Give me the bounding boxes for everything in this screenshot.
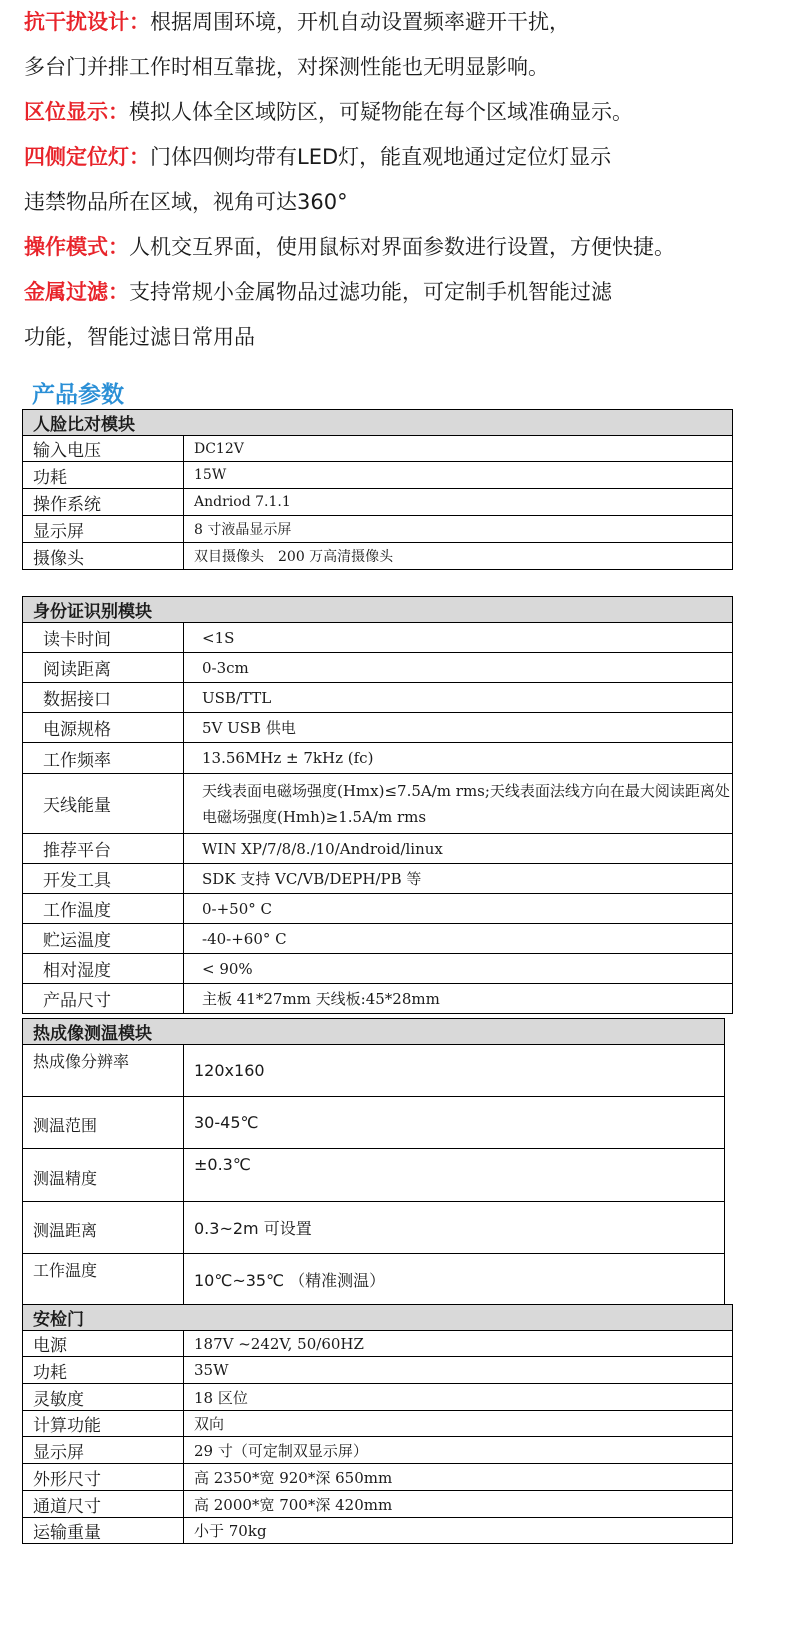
row-key: 工作频率 [23, 743, 184, 774]
row-key: 工作温度 [23, 894, 184, 924]
row-key: 工作温度 [23, 1254, 184, 1306]
table-title: 安检门 [23, 1305, 733, 1331]
table-row [23, 623, 733, 653]
row-value: 天线表面电磁场强度(Hmx)≤7.5A/m rms;天线表面法线方向在最大阅读距离处电磁场强度(Hmh)≥1.5A/m rms [184, 774, 733, 834]
row-value: < 90% [184, 954, 733, 984]
row-value: 120x160 [184, 1045, 725, 1097]
row-value: 8 寸液晶显示屏 [184, 516, 733, 543]
table-row [23, 984, 733, 1014]
table-row [23, 543, 733, 570]
feature-list [24, 0, 784, 360]
feature-label: 区位显示： [24, 100, 129, 124]
table-row [23, 516, 733, 543]
table-row [23, 1045, 725, 1097]
table-row [23, 894, 733, 924]
row-key: 贮运温度 [23, 924, 184, 954]
table-row [23, 462, 733, 489]
row-key: 阅读距离 [23, 653, 184, 683]
row-key: 显示屏 [23, 516, 184, 543]
table-row [23, 774, 733, 834]
row-value: 高 2000*宽 700*深 420mm [184, 1491, 733, 1518]
feature-zone-display [24, 90, 784, 135]
row-key: 摄像头 [23, 543, 184, 570]
id-card-module-table [22, 596, 733, 1014]
table-row [23, 489, 733, 516]
row-value: -40-+60° C [184, 924, 733, 954]
row-value: 0-+50° C [184, 894, 733, 924]
row-key: 计算功能 [23, 1411, 184, 1437]
row-value: 35W [184, 1357, 733, 1384]
table-title: 身份证识别模块 [23, 597, 733, 623]
table-row [23, 743, 733, 774]
row-key: 电源 [23, 1331, 184, 1357]
face-module-table [22, 409, 733, 570]
row-key: 产品尺寸 [23, 984, 184, 1014]
row-key: 开发工具 [23, 864, 184, 894]
row-key: 测温距离 [23, 1202, 184, 1254]
row-key: 功耗 [23, 462, 184, 489]
row-key: 运输重量 [23, 1518, 184, 1544]
row-value: 0.3~2m 可设置 [184, 1202, 725, 1254]
security-gate-table [22, 1304, 733, 1544]
table-row [23, 683, 733, 713]
table-row [23, 1097, 725, 1149]
feature-locator-lights [24, 135, 784, 180]
feature-label: 四侧定位灯： [24, 145, 150, 169]
feature-metal-filter-cont [24, 315, 784, 360]
table-title: 热成像测温模块 [23, 1019, 725, 1045]
row-value: Andriod 7.1.1 [184, 489, 733, 516]
feature-text: 支持常规小金属物品过滤功能，可定制手机智能过滤 [129, 280, 612, 304]
feature-text: 功能，智能过滤日常用品 [24, 325, 255, 349]
feature-metal-filter [24, 270, 784, 315]
row-value: 高 2350*宽 920*深 650mm [184, 1464, 733, 1491]
row-value: ±0.3℃ [184, 1149, 725, 1202]
table-row [23, 1437, 733, 1464]
table-row [23, 653, 733, 683]
section-title: 产品参数 [32, 382, 124, 408]
feature-label: 金属过滤： [24, 280, 129, 304]
table-row [23, 1411, 733, 1437]
row-key: 热成像分辨率 [23, 1045, 184, 1097]
row-key: 天线能量 [23, 774, 184, 834]
row-value: 29 寸（可定制双显示屏） [184, 1437, 733, 1464]
table-row [23, 1464, 733, 1491]
row-value: 18 区位 [184, 1384, 733, 1411]
row-value: 0-3cm [184, 653, 733, 683]
feature-text: 模拟人体全区域防区，可疑物能在每个区域准确显示。 [129, 100, 633, 124]
feature-text: 根据周围环境，开机自动设置频率避开干扰， [150, 10, 570, 34]
row-key: 电源规格 [23, 713, 184, 743]
table-row [23, 1149, 725, 1202]
row-value: DC12V [184, 436, 733, 462]
row-key: 灵敏度 [23, 1384, 184, 1411]
feature-text: 门体四侧均带有LED灯，能直观地通过定位灯显示 [150, 145, 612, 169]
feature-locator-lights-cont [24, 180, 784, 225]
table-row [23, 1331, 733, 1357]
row-key: 通道尺寸 [23, 1491, 184, 1518]
row-value: 187V ~242V, 50/60HZ [184, 1331, 733, 1357]
row-value: SDK 支持 VC/VB/DEPH/PB 等 [184, 864, 733, 894]
table-row [23, 954, 733, 984]
row-key: 测温精度 [23, 1149, 184, 1202]
table-title: 人脸比对模块 [23, 410, 733, 436]
row-value: 双向 [184, 1411, 733, 1437]
table-row [23, 1491, 733, 1518]
table-row [23, 1254, 725, 1306]
row-value: 小于 70kg [184, 1518, 733, 1544]
row-key: 推荐平台 [23, 834, 184, 864]
table-row [23, 1357, 733, 1384]
row-value: 5V USB 供电 [184, 713, 733, 743]
row-value: 主板 41*27mm 天线板:45*28mm [184, 984, 733, 1014]
row-value: 双目摄像头 200 万高清摄像头 [184, 543, 733, 570]
feature-text: 违禁物品所在区域，视角可达360° [24, 190, 348, 214]
feature-anti-interference [24, 0, 784, 45]
row-value: 30-45℃ [184, 1097, 725, 1149]
table-row [23, 1518, 733, 1544]
table-row [23, 1384, 733, 1411]
feature-text: 人机交互界面，使用鼠标对界面参数进行设置，方便快捷。 [129, 235, 675, 259]
feature-label: 操作模式： [24, 235, 129, 259]
row-key: 操作系统 [23, 489, 184, 516]
table-row [23, 834, 733, 864]
feature-text: 多台门并排工作时相互靠拢，对探测性能也无明显影响。 [24, 55, 549, 79]
table-row [23, 713, 733, 743]
row-key: 显示屏 [23, 1437, 184, 1464]
row-value: USB/TTL [184, 683, 733, 713]
table-row [23, 924, 733, 954]
table-row [23, 436, 733, 462]
row-value: WIN XP/7/8/8./10/Android/linux [184, 834, 733, 864]
row-key: 外形尺寸 [23, 1464, 184, 1491]
row-value: <1S [184, 623, 733, 653]
row-value: 15W [184, 462, 733, 489]
row-value: 13.56MHz ± 7kHz (fc) [184, 743, 733, 774]
feature-anti-interference-cont [24, 45, 784, 90]
feature-label: 抗干扰设计： [24, 10, 150, 34]
thermal-module-table [22, 1018, 725, 1306]
feature-operation-mode [24, 225, 784, 270]
row-key: 输入电压 [23, 436, 184, 462]
row-key: 数据接口 [23, 683, 184, 713]
row-key: 相对湿度 [23, 954, 184, 984]
row-key: 读卡时间 [23, 623, 184, 653]
table-row [23, 1202, 725, 1254]
row-key: 功耗 [23, 1357, 184, 1384]
row-value: 10℃~35℃ （精准测温） [184, 1254, 725, 1306]
row-key: 测温范围 [23, 1097, 184, 1149]
table-row [23, 864, 733, 894]
